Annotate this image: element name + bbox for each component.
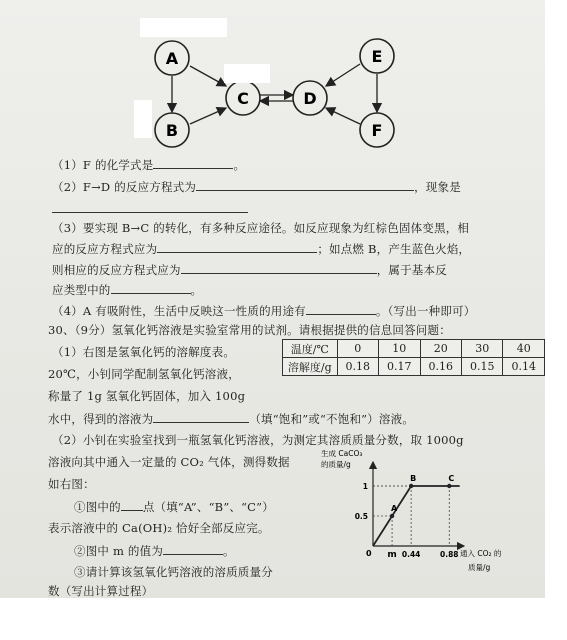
- q30-sub3-line2: [48, 583, 153, 598]
- table-cell: 0.18: [337, 358, 378, 376]
- reaction-diagram: [0, 0, 545, 160]
- chart-y-tick-label: 1: [362, 482, 368, 491]
- q30-text: 溶液向其中通入一定量的 CO₂ 气体，测得数据: [48, 455, 290, 469]
- table-cell: 40: [503, 340, 545, 358]
- q30-text: 如右图：: [48, 477, 95, 491]
- q29-part4: [52, 302, 475, 319]
- q30-text: 表示溶液中的 Ca(OH)₂ 恰好全部反应完。: [48, 521, 270, 535]
- q29-part3-text: ；如点燃 B，产生蓝色火焰，: [317, 242, 471, 256]
- q29-part1-end: 。: [233, 158, 246, 172]
- node-b-label: B: [165, 121, 179, 140]
- q30-text: ③请计算该氢氧化钙溶液的溶质质量分: [74, 565, 273, 579]
- answer-blank[interactable]: [52, 200, 248, 213]
- chart-point-label: A: [390, 504, 398, 513]
- table-row: [283, 358, 545, 376]
- q30-sub1-line2: [48, 520, 270, 536]
- table-cell: 0.14: [503, 358, 545, 376]
- chart-x-tick-label: 0.88: [440, 550, 459, 559]
- q30-sub3: [74, 564, 273, 580]
- table-cell: 0: [337, 340, 378, 358]
- table-cell: 0.15: [462, 358, 503, 376]
- q29-part4-text: （4）A 有吸附性，生活中反映这一性质的用途有: [52, 304, 306, 318]
- q30-text: 。: [223, 544, 235, 558]
- answer-blank[interactable]: [153, 156, 233, 169]
- q30-text: （填“饱和”或“不饱和”）溶液。: [249, 412, 415, 426]
- chart-x-tick-label: 0.44: [401, 550, 421, 559]
- table-header-solubility: 溶解度/g: [283, 358, 338, 376]
- q29-part1: [52, 156, 245, 173]
- q30-heading-text: 30、（9分）氢氧化钙溶液是实验室常用的试剂。请根据提供的信息回答问题：: [48, 323, 451, 337]
- chart-origin: 0: [366, 549, 372, 558]
- chart-x-tick-label: m: [387, 550, 397, 560]
- table-cell: 20: [420, 340, 461, 358]
- q30-part2-line1: [52, 432, 464, 448]
- q29-part3-text: ，属于基本反: [376, 263, 447, 277]
- node-e: [360, 39, 394, 73]
- q29-part1-text: （1）F 的化学式是: [52, 158, 154, 172]
- q30-text: （1）右图是氢氧化钙的溶解度表。: [52, 345, 236, 359]
- q29-part3-end: 。: [190, 283, 203, 297]
- q30-text: 20℃，小钊同学配制氢氧化钙溶液，: [48, 367, 240, 381]
- chart-xlabel-line1: 通入 CO₂ 的: [460, 549, 502, 558]
- table-header-temperature: 温度/℃: [283, 340, 338, 358]
- q29-part2-text: （2）F→D 的反应方程式为: [52, 180, 197, 194]
- q30-text: ②图中 m 的值为: [74, 544, 164, 558]
- chart-xlabel-line2: 质量/g: [468, 563, 491, 572]
- table-cell: 30: [462, 340, 503, 358]
- solubility-table: [282, 339, 545, 376]
- table-cell: 0.17: [379, 358, 420, 376]
- node-f: [360, 113, 394, 147]
- q30-text: 称量了 1g 氢氧化钙固体，加入 100g: [48, 389, 246, 403]
- arrow-a-to-c: [190, 66, 226, 86]
- arrow-b-to-c: [190, 108, 226, 124]
- answer-blank[interactable]: [121, 498, 143, 511]
- q30-text: 水中，得到的溶液为: [48, 412, 154, 426]
- q29-part3-text: （3）要实现 B→C 的转化，有多种反应途径。如反应现象为红棕色固体变黑，相: [52, 221, 470, 235]
- q30-sub1: [74, 498, 274, 515]
- arrow-e-to-d: [326, 64, 360, 86]
- q29-part3-line2: [52, 240, 470, 257]
- arrow-f-to-d: [326, 108, 360, 124]
- node-c-label: C: [237, 89, 249, 108]
- q29-part3-text: 则相应的反应方程式应为: [52, 263, 181, 277]
- q29-part3-line1: [52, 220, 469, 236]
- table-row: [283, 340, 545, 358]
- node-a: [155, 41, 189, 75]
- answer-blank[interactable]: [157, 240, 317, 253]
- q30-part2-line2: [48, 454, 290, 470]
- redaction-box: [140, 18, 227, 37]
- q30-text: 数（写出计算过程）: [48, 584, 154, 598]
- q29-part3-line3: [52, 261, 447, 278]
- answer-blank[interactable]: [196, 178, 414, 191]
- chart-point: [447, 484, 451, 488]
- q30-part1-line2: [48, 366, 240, 382]
- node-e-label: E: [371, 47, 383, 66]
- q30-text: 点（填“A”、“B”、“C”）: [142, 500, 274, 514]
- q30-sub2: [74, 542, 235, 559]
- chart-point: [409, 484, 413, 488]
- answer-blank[interactable]: [181, 261, 377, 274]
- answer-blank[interactable]: [306, 302, 376, 315]
- chart-ylabel-line1: 生成 CaCO₃: [321, 450, 363, 458]
- chart-ylabel-line2: 的质量/g: [321, 460, 351, 469]
- answer-blank[interactable]: [163, 542, 223, 555]
- q29-part3-line4: [52, 281, 202, 298]
- q29-part2-end: ，现象是: [414, 180, 461, 194]
- node-d-label: D: [303, 89, 317, 108]
- chart-point-label: C: [448, 474, 455, 483]
- q29-part4-end: 。（写出一种即可）: [375, 304, 476, 318]
- q30-text: ①图中的: [74, 500, 121, 514]
- table-cell: 10: [379, 340, 420, 358]
- caco3-chart: [318, 450, 508, 585]
- answer-blank[interactable]: [153, 410, 249, 423]
- q30-part1-line1: [52, 344, 235, 360]
- chart-point-label: B: [410, 474, 417, 483]
- q30-part1-line3: [48, 388, 245, 404]
- redaction-box: [224, 64, 270, 83]
- node-a-label: A: [165, 49, 179, 68]
- q29-part2: [52, 178, 461, 195]
- q30-heading: [48, 322, 451, 338]
- q30-part2-line3: [48, 476, 95, 492]
- q29-part2-continuation: [52, 200, 248, 216]
- redaction-box: [134, 100, 152, 138]
- q29-part3-text: 应的反应方程式应为: [52, 242, 158, 256]
- q30-part1-line4: [48, 410, 414, 427]
- node-b: [155, 113, 189, 147]
- q29-part3-text: 应类型中的: [52, 283, 111, 297]
- q30-text: （2）小钊在实验室找到一瓶氢氧化钙溶液，为测定其溶质质量分数，取 1000g: [52, 433, 464, 447]
- table-cell: 0.16: [420, 358, 461, 376]
- node-d: [293, 81, 327, 115]
- node-f-label: F: [371, 121, 383, 140]
- node-c: [226, 81, 260, 115]
- answer-blank[interactable]: [111, 281, 191, 294]
- chart-point: [390, 514, 394, 518]
- chart-y-tick-label: 0.5: [354, 512, 368, 521]
